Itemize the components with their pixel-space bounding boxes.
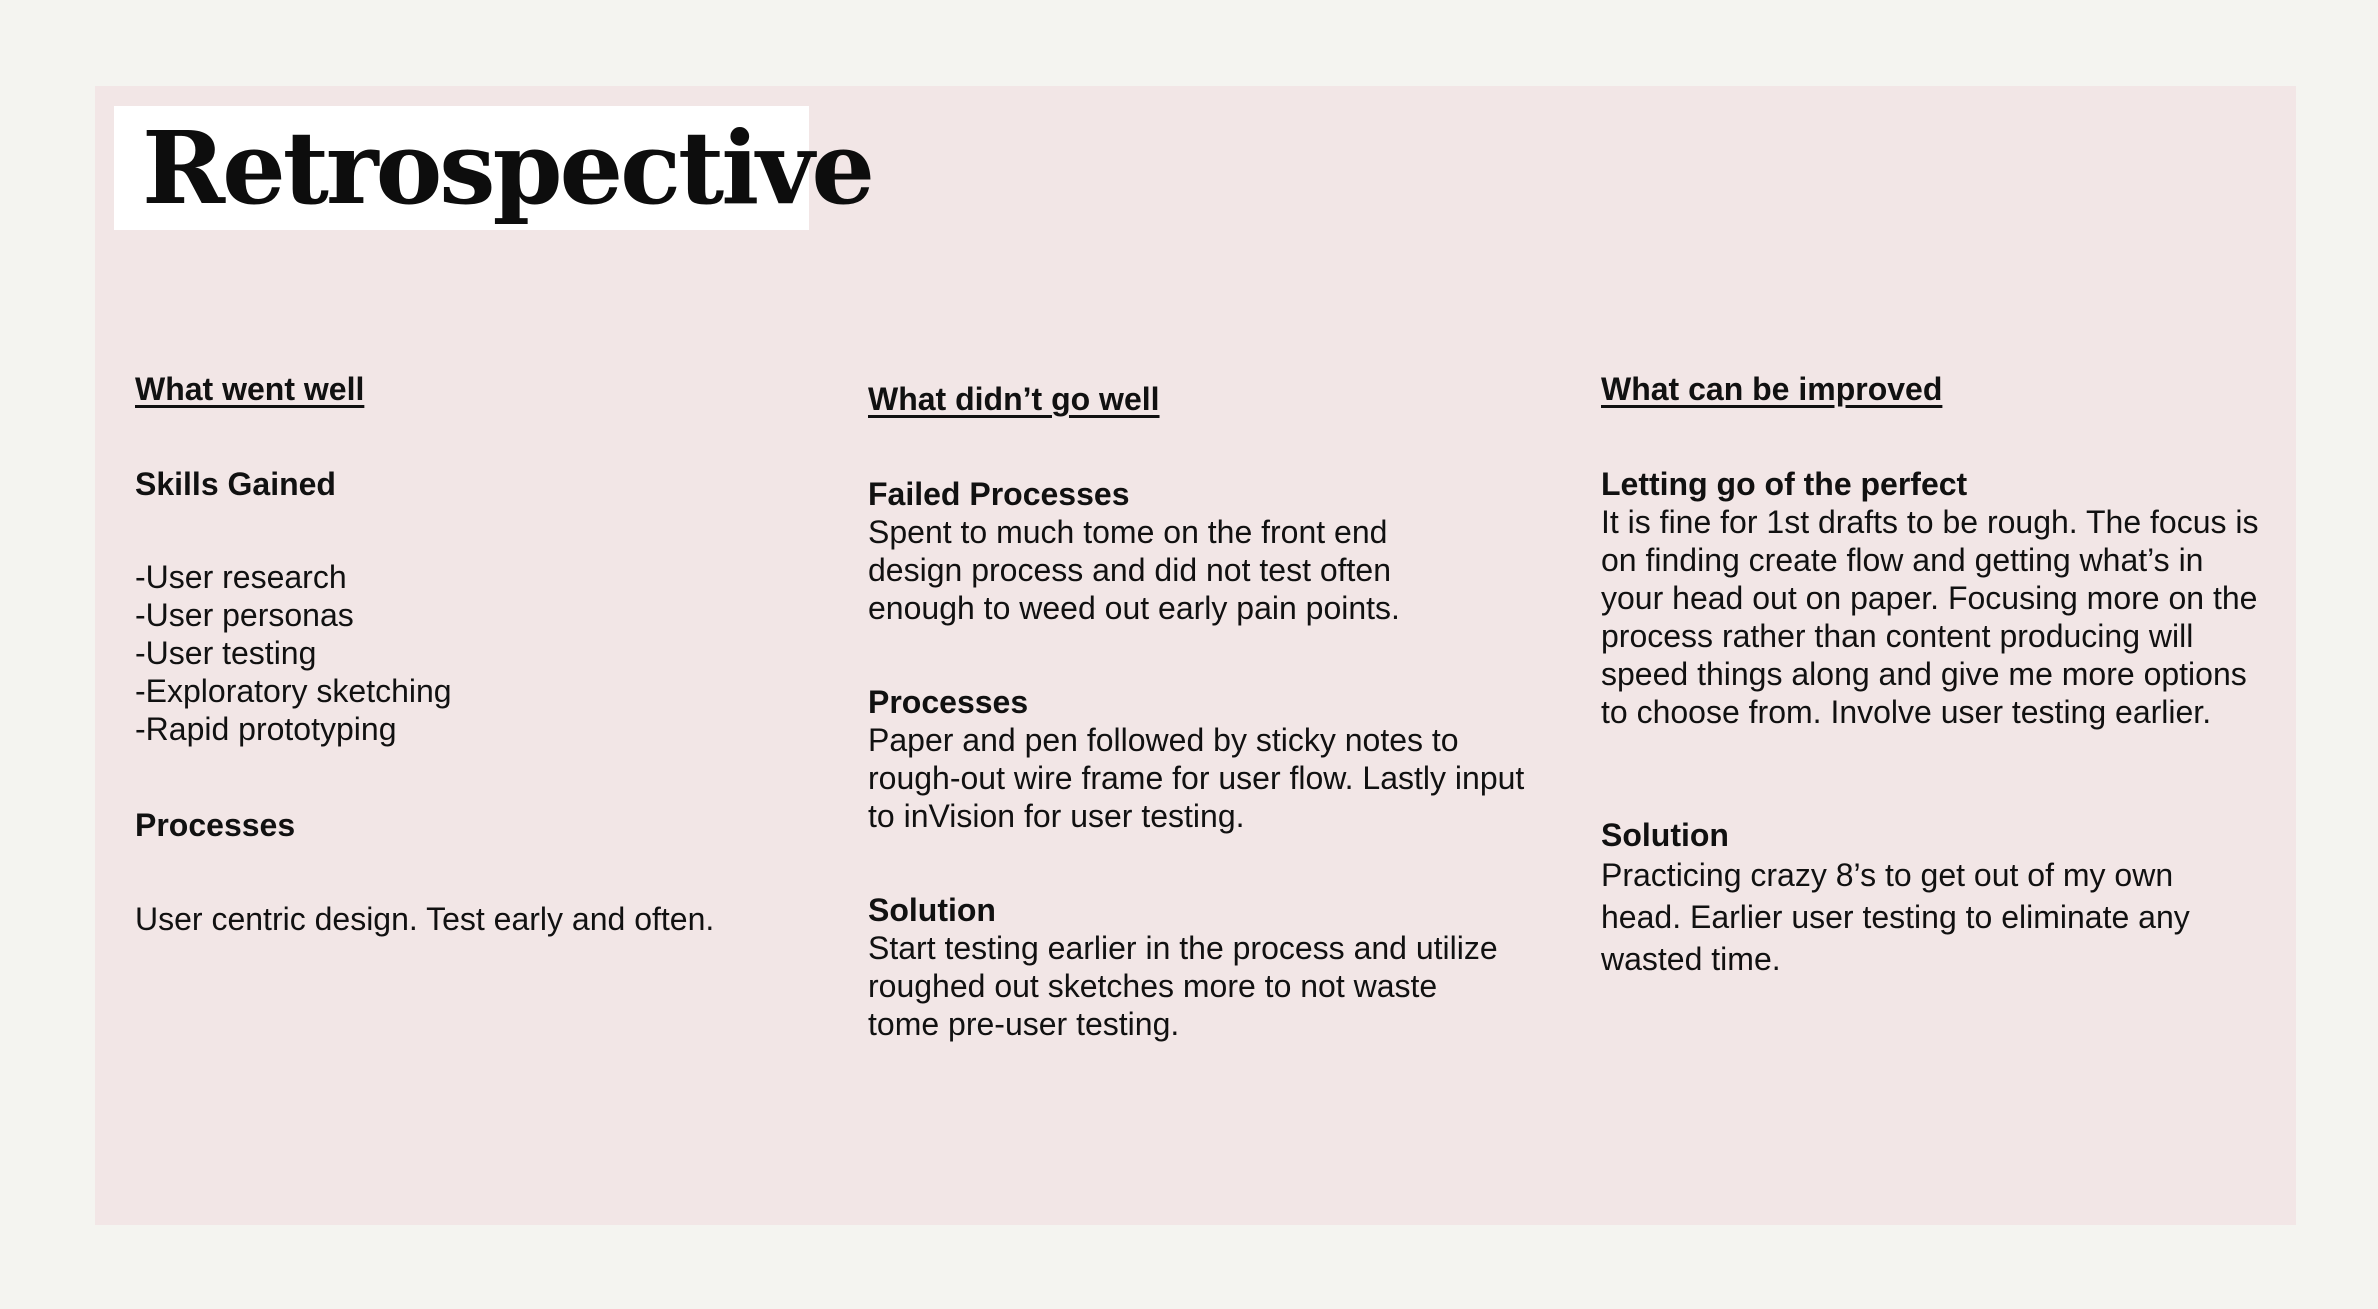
skills-list — [135, 558, 795, 748]
processes-text: Paper and pen followed by sticky notes to rough-out wire frame for user flow. Lastly input to inVision for user testing. — [868, 722, 1525, 834]
heading-solution: Solution — [1601, 817, 1729, 853]
list-item: -User testing — [135, 635, 317, 671]
heading-processes: Processes — [868, 684, 1029, 720]
heading-can-be-improved: What can be improved — [1601, 371, 1943, 407]
solution-text: Practicing crazy 8’s to get out of my own head. Earlier user testing to eliminate any wasted time. — [1601, 857, 2190, 977]
heading-went-well: What went well — [135, 371, 365, 407]
list-item: -User personas — [135, 597, 354, 633]
solution-text: Start testing earlier in the process and utilize roughed out sketches more to not waste tome pre-user testing. — [868, 930, 1498, 1042]
heading-solution: Solution — [868, 892, 996, 928]
list-item: -Exploratory sketching — [135, 673, 452, 709]
retrospective-slide — [95, 86, 2296, 1225]
heading-skills-gained: Skills Gained — [135, 466, 336, 502]
list-item: -Rapid prototyping — [135, 711, 397, 747]
heading-processes: Processes — [135, 807, 296, 843]
title-box — [114, 106, 872, 230]
heading-failed-processes: Failed Processes — [868, 476, 1130, 512]
letting-go-text: It is fine for 1st drafts to be rough. The focus is on finding create flow and getting what’s in your head out on paper. Focusing more on the process rather than content producing will speed things along and give me more options to choose from. Involve user testing earlier. — [1601, 504, 2259, 730]
failed-processes-text: Spent to much tome on the front end design process and did not test often enough to weed out early pain points. — [868, 514, 1400, 626]
list-item: -User research — [135, 559, 347, 595]
heading-letting-go: Letting go of the perfect — [1601, 466, 1968, 502]
processes-text: User centric design. Test early and often. — [135, 901, 715, 937]
heading-didnt-go-well: What didn’t go well — [868, 381, 1160, 417]
page-title: Retrospective — [142, 109, 872, 227]
